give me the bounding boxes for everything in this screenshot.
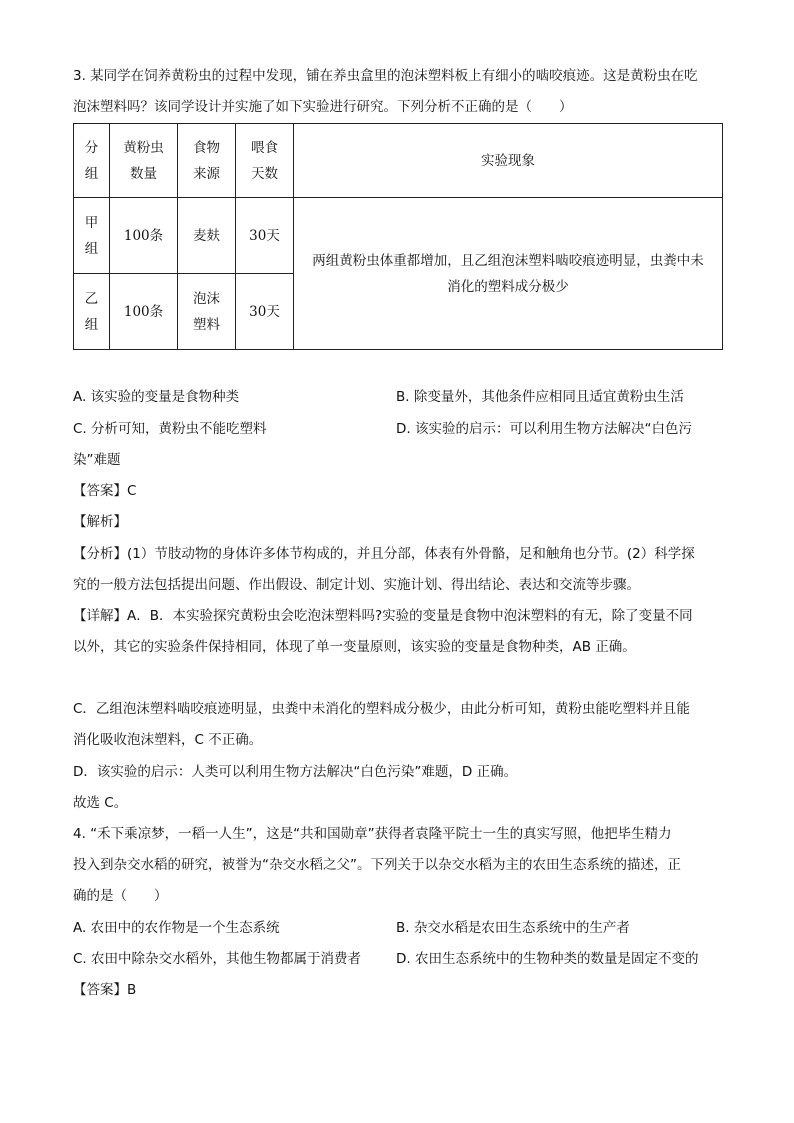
q3-option-d-line-1: D. 该实验的启示：可以利用生物方法解决“白色污 (396, 421, 692, 437)
q3-option-c: C. 分析可知，黄粉虫不能吃塑料 (73, 421, 267, 437)
q3-xiangjie-line-1 (73, 606, 693, 626)
xiangjie-text: A．B．本实验探究黄粉虫会吃泡沫塑料吗?实验的变量是食物中泡沫塑料的有无，除了变量不同 (127, 608, 693, 624)
q4-answer (73, 980, 136, 1000)
cell-observation: 两组黄粉虫体重都增加，且乙组泡沫塑料啮咬痕迹明显，虫粪中未 消化的塑料成分极少 (294, 198, 723, 350)
q3-stem-line-2: 泡沫塑料吗？该同学设计并实施了如下实验进行研究。下列分析不正确的是（ ） (73, 99, 573, 115)
cell-days-yi: 30天 (236, 274, 294, 350)
xiangjie-label: 【详解】 (73, 608, 127, 624)
q3-stem-line-1: 3. 某同学在饲养黄粉虫的过程中发现，铺在养虫盒里的泡沫塑料板上有细小的啮咬痕迹。这是黄粉虫在吃 (73, 68, 698, 84)
fenxi-text: (1）节肢动物的身体许多体节构成的，并且分部，体表有外骨骼，足和触角也分节。(2）科学探 (127, 546, 695, 562)
header-group: 分 组 (74, 124, 110, 198)
cell-group-jia: 甲 组 (74, 198, 110, 274)
cell-food-jia: 麦麸 (178, 198, 236, 274)
answer-label: 【答案】 (73, 982, 127, 998)
cell-group-yi: 乙 组 (74, 274, 110, 350)
q3-option-b: B. 除变量外，其他条件应相同且适宜黄粉虫生活 (396, 389, 684, 405)
q3-option-a: A. 该实验的变量是食物种类 (73, 389, 240, 405)
header-observation: 实验现象 (294, 124, 723, 198)
q3-conclusion: 故选 C。 (73, 795, 128, 811)
q3-fenxi-line-2: 究的一般方法包括提出问题、作出假设、制定计划、实施计划、得出结论、表达和交流等步骤。 (73, 577, 640, 593)
table-header-row (74, 124, 723, 198)
fenxi-label: 【分析】 (73, 546, 127, 562)
experiment-table (73, 123, 723, 350)
q4-option-c: C. 农田中除杂交水稻外，其他生物都属于消费者 (73, 951, 362, 967)
header-food: 食物 来源 (178, 124, 236, 198)
q3-c-line-2: 消化吸收泡沫塑料，C 不正确。 (73, 732, 263, 748)
answer-value: C (127, 483, 137, 499)
answer-label: 【答案】 (73, 483, 127, 499)
header-count: 黄粉虫 数量 (110, 124, 178, 198)
q4-stem-line-3: 确的是（ ） (73, 888, 168, 904)
q3-xiangjie-line-2: 以外，其它的实验条件保持相同，体现了单一变量原则，该实验的变量是食物种类，AB 正确。 (73, 639, 636, 655)
q4-option-b: B. 杂交水稻是农田生态系统中的生产者 (396, 920, 630, 936)
cell-count-jia: 100条 (110, 198, 178, 274)
cell-days-jia: 30天 (236, 198, 294, 274)
q4-option-d: D. 农田生态系统中的生物种类的数量是固定不变的 (396, 951, 699, 967)
q4-option-a: A. 农田中的农作物是一个生态系统 (73, 920, 280, 936)
q3-fenxi-line-1 (73, 544, 695, 564)
q3-answer (73, 481, 136, 501)
header-days: 喂食 天数 (236, 124, 294, 198)
q4-stem-line-1: 4. “禾下乘凉梦，一稻一人生”，这是“共和国勋章”获得者袁隆平院士一生的真实写照，他把毕生精力 (73, 826, 672, 842)
q3-option-d-line-2: 染”难题 (73, 452, 121, 468)
answer-value: B (127, 982, 137, 998)
q3-analysis-label: 【解析】 (73, 514, 127, 530)
table-row (74, 198, 723, 274)
q3-c-line-1: C．乙组泡沫塑料啮咬痕迹明显，虫粪中未消化的塑料成分极少，由此分析可知，黄粉虫能吃塑料并且能 (73, 701, 690, 717)
q4-stem-line-2: 投入到杂交水稻的研究，被誉为“杂交水稻之父”。下列关于以杂交水稻为主的农田生态系统的描述，正 (73, 857, 681, 873)
q3-d-line: D．该实验的启示：人类可以利用生物方法解决“白色污染”难题，D 正确。 (73, 764, 518, 780)
cell-food-yi: 泡沫 塑料 (178, 274, 236, 350)
cell-count-yi: 100条 (110, 274, 178, 350)
